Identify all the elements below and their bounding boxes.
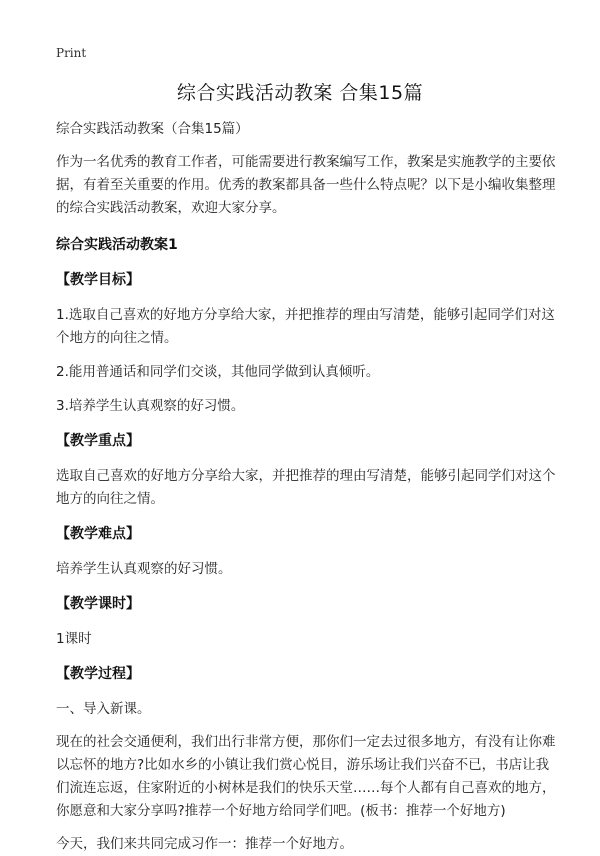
page-title: 综合实践活动教案 合集15篇 (176, 82, 424, 104)
process-step: 一、导入新课。 (56, 701, 151, 717)
difficulty-text: 培养学生认真观察的好习惯。 (56, 561, 232, 577)
goal-item: 1.选取自己喜欢的好地方分享给大家，并把推荐的理由写清楚，能够引起同学们对这个地方的向往之情。 (56, 307, 555, 346)
process-text: 现在的社会交通便利，我们出行非常方便，那你们一定去过很多地方，有没有让你难以忘怀的地方?比如水乡的小镇让我们赏心悦目，游乐场让我们兴奋不已，书店让我们流连忘返，住家附近的小树林是我们的快乐天堂……每个人都有自己喜欢的地方，你愿意和大家分享吗?推荐一个好地方给同学们吧。(板书：推荐一个好地方) (56, 734, 556, 819)
goals-heading: 【教学目标】 (56, 272, 140, 288)
goal-item: 3.培养学生认真观察的好习惯。 (56, 398, 245, 414)
document-body (56, 118, 556, 856)
hours-text: 1课时 (56, 631, 92, 647)
hours-heading: 【教学课时】 (56, 596, 140, 612)
key-points-text: 选取自己喜欢的好地方分享给大家，并把推荐的理由写清楚，能够引起同学们对这个地方的向往之情。 (56, 468, 556, 507)
key-points-heading: 【教学重点】 (56, 433, 140, 449)
section-title: 综合实践活动教案1 (56, 237, 178, 253)
print-label: Print (56, 46, 87, 60)
goal-item: 2.能用普通话和同学们交谈，其他同学做到认真倾听。 (56, 364, 380, 380)
document-subtitle: 综合实践活动教案（合集15篇） (56, 121, 249, 137)
difficulty-heading: 【教学难点】 (56, 526, 140, 542)
closing-text: 今天，我们来共同完成习作一：推荐一个好地方。 (56, 836, 353, 852)
intro-paragraph: 作为一名优秀的教育工作者，可能需要进行教案编写工作，教案是实施教学的主要依据，有着至关重要的作用。优秀的教案都具备一些什么特点呢？以下是小编收集整理的综合实践活动教案，欢迎大家分享。 (56, 154, 556, 216)
process-heading: 【教学过程】 (56, 666, 140, 682)
